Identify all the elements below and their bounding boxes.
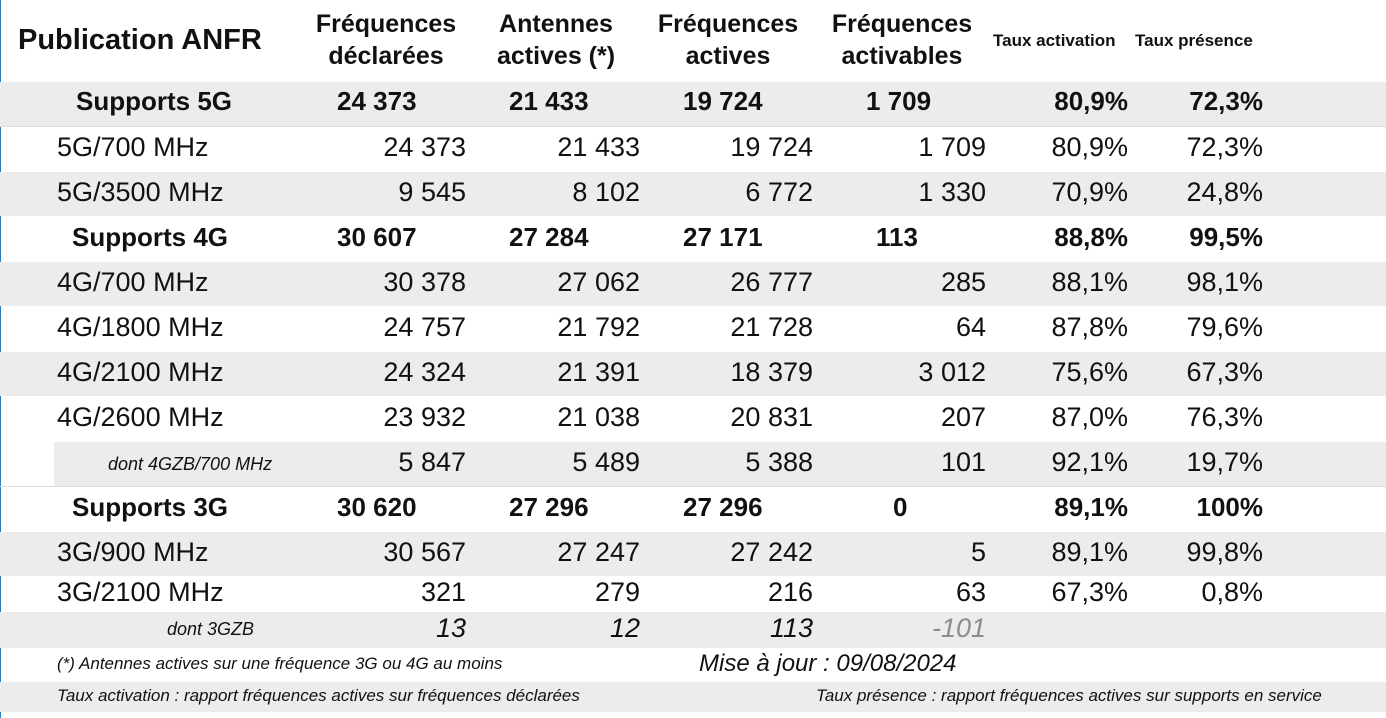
cell-active: 26 777 [730,267,813,297]
row-separator [0,486,1386,487]
cell-activation-rate: 87,0% [1051,402,1128,432]
cell-declared: 24 373 [383,132,466,162]
cell-active: 216 [767,577,813,607]
cell-activable: 64 [955,312,986,342]
cell-declared: 30 620 [337,492,417,522]
column-header-activation-rate: Taux activation [993,31,1116,50]
cell-activable: 3 012 [918,357,986,387]
row-label: Supports 3G [72,492,229,522]
cell-activation-rate: 87,8% [1051,312,1128,342]
row-label: 4G/1800 MHz [57,312,224,342]
cell-activable: 1 709 [918,132,986,162]
cell-active: 18 379 [730,357,813,387]
cell-active: 113 [769,613,813,643]
column-header-active: Fréquences actives [657,10,799,70]
column-header-presence-rate: Taux présence [1135,31,1253,50]
cell-active: 20 831 [730,402,813,432]
cell-declared: 13 [435,613,466,643]
cell-antennas: 21 391 [557,357,640,387]
cell-activable: 113 [876,222,918,252]
cell-activable: 5 [970,537,986,567]
cell-activation-rate: 80,9% [1051,132,1128,162]
cell-antennas: 21 433 [557,132,640,162]
cell-activation-rate: 67,3% [1051,577,1128,607]
cell-declared: 23 932 [383,402,466,432]
cell-presence-rate: 99,8% [1186,537,1263,567]
cell-active: 27 296 [683,492,763,522]
cell-activation-rate: 80,9% [1054,86,1128,116]
cell-declared: 30 378 [383,267,466,297]
cell-active: 6 772 [745,177,813,207]
cell-antennas: 21 792 [557,312,640,342]
cell-activable: 207 [940,402,986,432]
definition-activation-rate: Taux activation : rapport fréquences actives sur fréquences déclarées [57,686,580,705]
column-header-declared: Fréquences déclarées [315,10,457,70]
row-label: Supports 5G [76,86,233,116]
cell-antennas: 27 296 [509,492,589,522]
cell-declared: 24 373 [337,86,417,116]
row-label: 5G/3500 MHz [57,177,224,207]
footnote-antennas: (*) Antennes actives sur une fréquence 3G ou 4G au moins [57,654,503,673]
cell-declared: 24 757 [383,312,466,342]
cell-active: 27 171 [683,222,763,252]
cell-antennas: 279 [594,577,640,607]
page-title: Publication ANFR [18,24,262,56]
column-header-antennas: Antennes actives (*) [496,10,616,70]
cell-active: 21 728 [730,312,813,342]
cell-activable: 63 [955,577,986,607]
cell-activable: -101 [931,613,986,643]
cell-declared: 5 847 [398,447,466,477]
cell-presence-rate: 76,3% [1186,402,1263,432]
cell-presence-rate: 19,7% [1186,447,1263,477]
cell-declared: 9 545 [398,177,466,207]
cell-presence-rate: 24,8% [1186,177,1263,207]
cell-declared: 30 567 [383,537,466,567]
row-label: 5G/700 MHz [57,132,209,162]
cell-activation-rate: 70,9% [1051,177,1128,207]
cell-activation-rate: 89,1% [1054,492,1128,522]
row-separator [0,126,1386,127]
cell-activable: 1 330 [918,177,986,207]
cell-presence-rate: 72,3% [1186,132,1263,162]
definition-presence-rate: Taux présence : rapport fréquences actives sur supports en service [816,686,1322,705]
cell-antennas: 21 038 [557,402,640,432]
cell-presence-rate: 0,8% [1201,577,1263,607]
cell-presence-rate: 100% [1196,492,1263,522]
cell-activation-rate: 89,1% [1051,537,1128,567]
cell-declared: 30 607 [337,222,417,252]
cell-antennas: 8 102 [572,177,640,207]
cell-activable: 285 [940,267,986,297]
column-header-activable: Fréquences activables [831,10,973,70]
cell-antennas: 27 247 [557,537,640,567]
cell-presence-rate: 72,3% [1189,86,1263,116]
cell-activable: 1 709 [866,86,932,116]
cell-presence-rate: 99,5% [1189,222,1263,252]
cell-activation-rate: 88,8% [1054,222,1128,252]
cell-activation-rate: 75,6% [1051,357,1128,387]
cell-presence-rate: 67,3% [1186,357,1263,387]
row-label: Supports 4G [72,222,229,252]
cell-presence-rate: 98,1% [1186,267,1263,297]
cell-antennas: 27 284 [509,222,589,252]
cell-declared: 24 324 [383,357,466,387]
row-label: 4G/2100 MHz [57,357,224,387]
row-label: dont 3GZB [167,619,255,639]
row-label: 4G/700 MHz [57,267,209,297]
cell-antennas: 5 489 [572,447,640,477]
cell-declared: 321 [420,577,466,607]
cell-active: 19 724 [683,86,763,116]
row-label: 3G/900 MHz [57,537,209,567]
cell-active: 5 388 [745,447,813,477]
cell-activable: 0 [893,492,908,522]
update-date: Mise à jour : 09/08/2024 [699,650,957,677]
cell-active: 19 724 [730,132,813,162]
cell-active: 27 242 [730,537,813,567]
row-label: 4G/2600 MHz [57,402,224,432]
cell-antennas: 21 433 [509,86,589,116]
row-label: dont 4GZB/700 MHz [108,454,273,474]
cell-activation-rate: 88,1% [1051,267,1128,297]
cell-activation-rate: 92,1% [1051,447,1128,477]
cell-antennas: 27 062 [557,267,640,297]
cell-presence-rate: 79,6% [1186,312,1263,342]
cell-activable: 101 [940,447,986,477]
row-label: 3G/2100 MHz [57,577,224,607]
cell-antennas: 12 [609,613,640,643]
